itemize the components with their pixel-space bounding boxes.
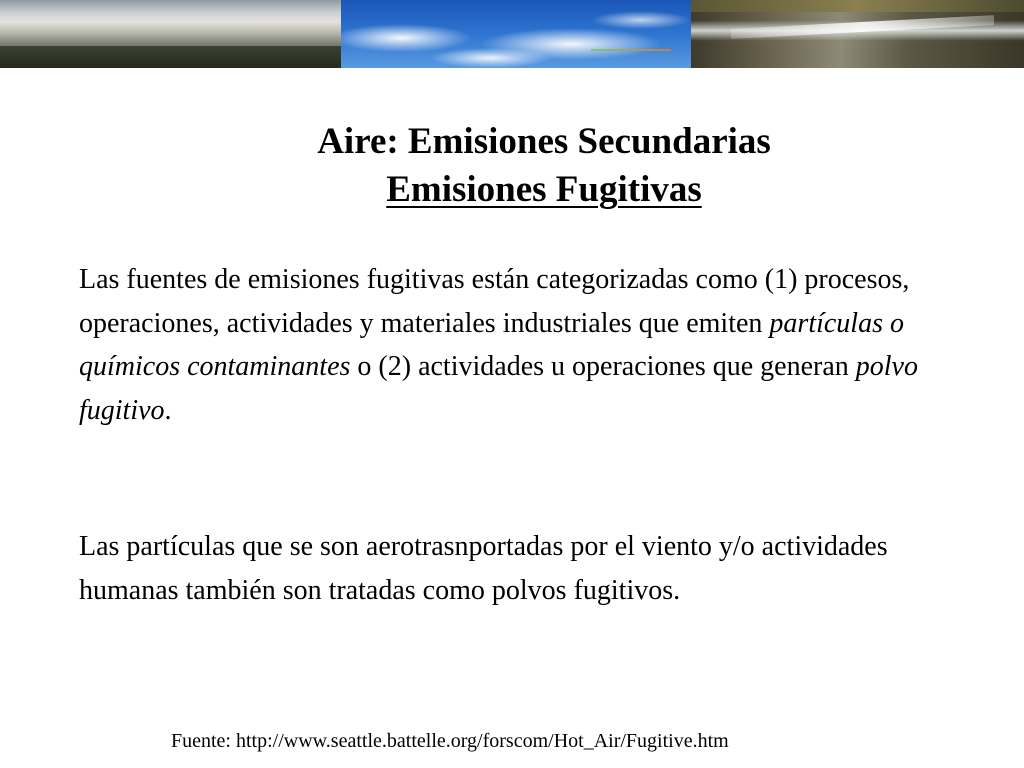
header-banner [0, 0, 1024, 68]
paragraph-1-text-a: Las fuentes de emisiones fugitivas están categorizadas como (1) procesos, operaciones, actividades y materiales industriales que emiten [79, 264, 910, 339]
title-subtitle: Emisiones Fugitivas [386, 169, 702, 210]
title-main: Aire: Emisiones Secundarias [317, 121, 771, 162]
waterfall-photo [691, 0, 1024, 68]
paragraph-1-text-b: o (2) actividades u operaciones que generan [350, 351, 856, 382]
landscape-photo [0, 0, 341, 68]
slide-title [0, 118, 1024, 214]
paragraph-1-italic-b: polvo fugitivo [79, 351, 918, 426]
paragraph-1-text-c: . [164, 394, 172, 426]
paragraph-fugitive-sources [79, 258, 969, 432]
paragraph-airborne-particles: Las partículas que se son aerotrasnportadas por el viento y/o actividades humanas también son tratadas como polvos fugitivos. [79, 531, 888, 606]
paragraph-1-italic-a: partículas o químicos contaminantes [79, 307, 904, 382]
sky-clouds-photo [341, 0, 691, 68]
source-citation: Fuente: http://www.seattle.battelle.org/forscom/Hot_Air/Fugitive.htm [171, 730, 729, 752]
